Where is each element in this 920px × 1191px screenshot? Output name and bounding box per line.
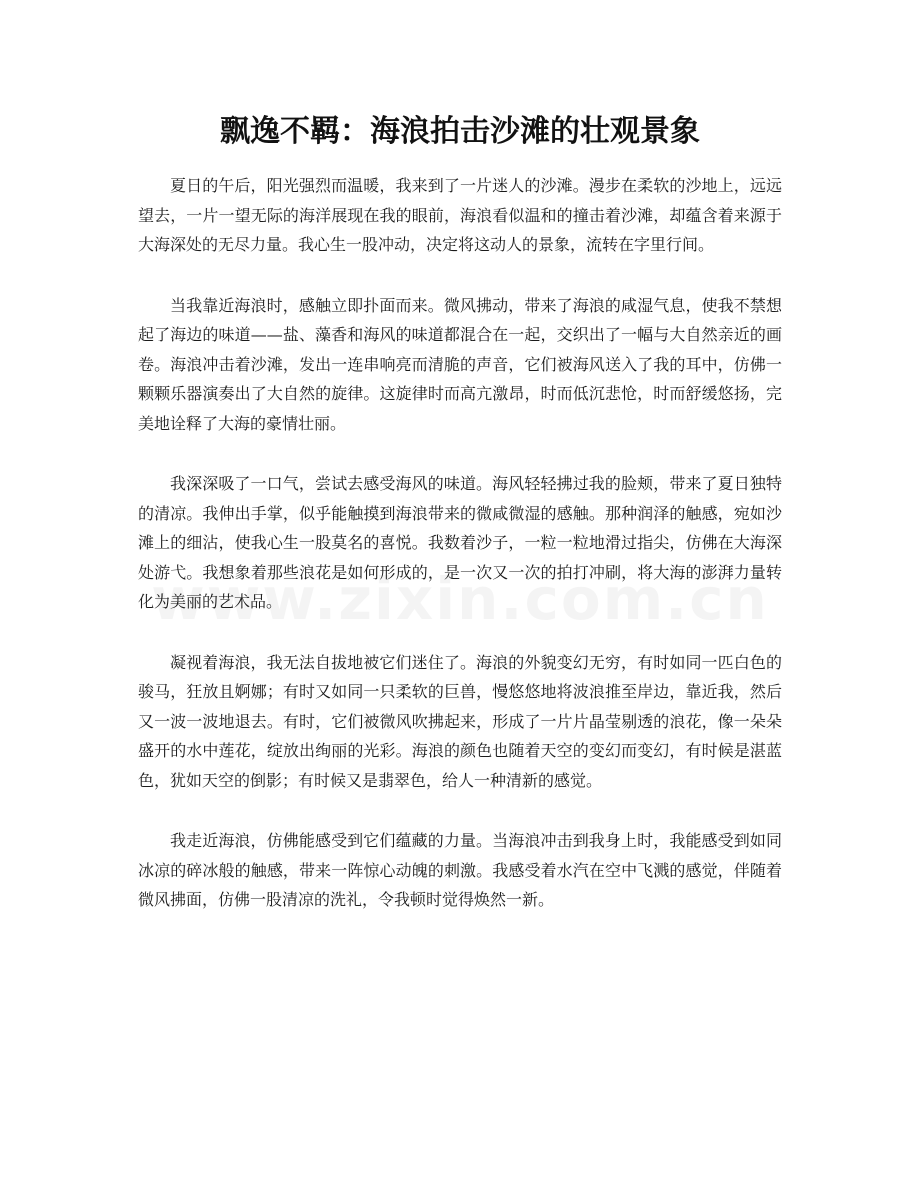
paragraph-1: 夏日的午后，阳光强烈而温暖，我来到了一片迷人的沙滩。漫步在柔软的沙地上，远远望去，一片一望无际的海洋展现在我的眼前，海浪看似温和的撞击着沙滩，却蕴含着来源于大海深处的无尽力量。我心生一股冲动，决定将这动人的景象，流转在字里行间。 [138,176,782,254]
document-title: 飘逸不羁：海浪拍击沙滩的壮观景象 [220,114,700,149]
paragraph-5: 我走近海浪，仿佛能感受到它们蕴藏的力量。当海浪冲击到我身上时，我能感受到如同冰凉的碎冰般的触感，带来一阵惊心动魄的刺激。我感受着水汽在空中飞溅的感觉，伴随着微风拂面，仿佛一股清凉的洗礼，令我顿时觉得焕然一新。 [138,831,782,909]
paragraph-2: 当我靠近海浪时，感触立即扑面而来。微风拂动，带来了海浪的咸湿气息，使我不禁想起了海边的味道——盐、藻香和海风的味道都混合在一起，交织出了一幅与大自然亲近的画卷。海浪冲击着沙滩，发出一连串响亮而清脆的声音，它们被海风送入了我的耳中，仿佛一颗颗乐器演奏出了大自然的旋律。这旋律时而高亢激昂，时而低沉悲怆，时而舒缓悠扬，完美地诠释了大海的豪情壮丽。 [138,295,782,433]
paragraph-3: 我深深吸了一口气，尝试去感受海风的味道。海风轻轻拂过我的脸颊，带来了夏日独特的清凉。我伸出手掌，似乎能触摸到海浪带来的微咸微湿的感触。那种润泽的触感，宛如沙滩上的细沾，使我心生一股莫名的喜悦。我数着沙子，一粒一粒地滑过指尖，仿佛在大海深处游弋。我想象着那些浪花是如何形成的，是一次又一次的拍打冲刷，将大海的澎湃力量转化为美丽的艺术品。 [138,474,782,611]
document-body [138,171,782,946]
paragraph-4: 凝视着海浪，我无法自拔地被它们迷住了。海浪的外貌变幻无穷，有时如同一匹白色的骏马，狂放且婀娜；有时又如同一只柔软的巨兽，慢悠悠地将波浪推至岸边，靠近我，然后又一波一波地退去。有时，它们被微风吹拂起来，形成了一片片晶莹剔透的浪花，像一朵朵盛开的水中莲花，绽放出绚丽的光彩。海浪的颜色也随着天空的变幻而变幻，有时候是湛蓝色，犹如天空的倒影；有时候又是翡翠色，给人一种清新的感觉。 [138,652,782,790]
